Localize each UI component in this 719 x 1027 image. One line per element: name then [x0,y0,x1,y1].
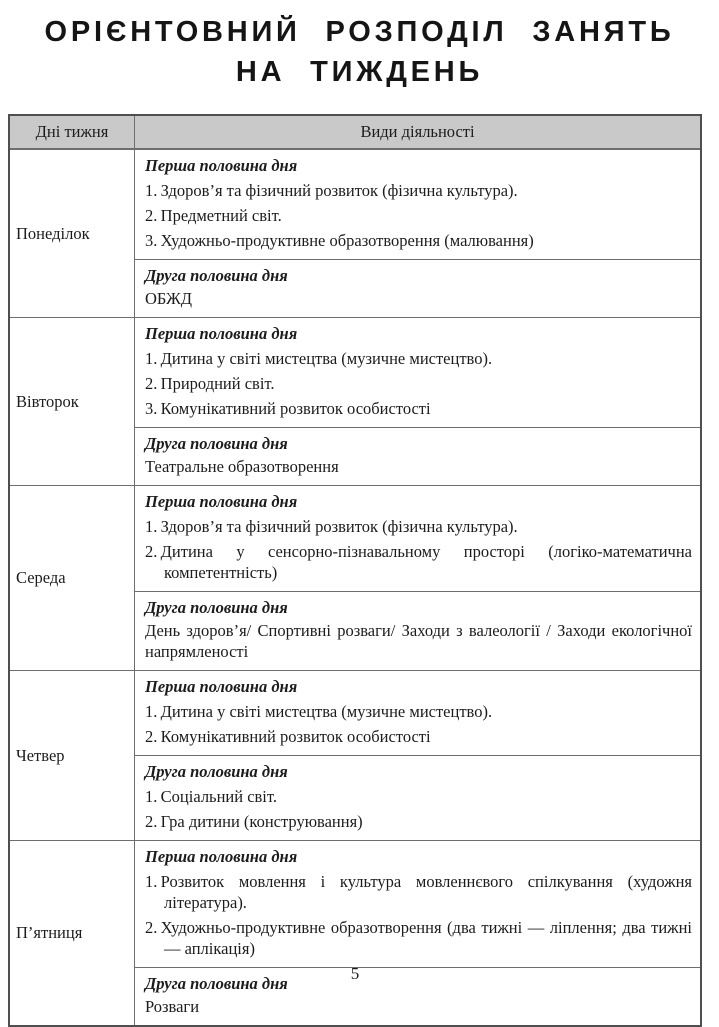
activity-item: 2. Гра дитини (конструювання) [145,812,363,831]
page-number: 5 [350,964,360,983]
activity-item: 2. Природний світ. [145,374,275,393]
activity-item: День здоров’я/ Спортивні розваги/ Заходи з валеології / Заходи екологічної напрямленості [145,621,692,661]
second-half-cell [135,755,700,840]
page-title-line-2: НА ТИЖДЕНЬ [235,56,484,88]
halves [135,150,700,317]
activity-item: 1. Здоров’я та фізичний розвиток (фізична культура). [145,181,518,200]
weekly-schedule-table [8,114,702,1027]
day-cell: Вівторок [10,318,135,485]
activity-item: 1. Здоров’я та фізичний розвиток (фізична культура). [145,517,518,536]
activity-item: Театральне образотворення [145,457,339,476]
half-label: Перша половина дня [145,492,298,511]
table-row [10,317,700,485]
activity-item: 1. Розвиток мовлення і культура мовленнєвого спілкування (художня література). [145,872,692,912]
activity-item: 2. Художньо-продуктивне образотворення (два тижні — ліплення; два тижні — аплікація) [145,918,692,958]
first-half-cell [135,841,700,967]
halves [135,486,700,670]
day-cell: Понеділок [10,150,135,317]
page-title-line-1: ОРІЄНТОВНИЙ РОЗПОДІЛ ЗАНЯТЬ [44,16,675,48]
activity-item: 2. Комунікативний розвиток особистості [145,727,431,746]
column-header-days: Дні тижня [10,116,135,148]
first-half-cell [135,671,700,755]
halves [135,318,700,485]
half-label: Друга половина дня [145,974,288,993]
table-row [10,840,700,1025]
activity-item: 1. Дитина у світі мистецтва (музичне мистецтво). [145,349,493,368]
half-label: Друга половина дня [145,598,288,617]
half-label: Друга половина дня [145,266,288,285]
day-cell: П’ятниця [10,841,135,1025]
half-label: Друга половина дня [145,434,288,453]
half-label: Перша половина дня [145,324,298,343]
first-half-cell [135,318,700,427]
table-row [10,670,700,840]
activity-item: 3. Комунікативний розвиток особистості [145,399,431,418]
half-label: Перша половина дня [145,156,298,175]
activity-item: 1. Дитина у світі мистецтва (музичне мистецтво). [145,702,493,721]
second-half-cell [135,427,700,485]
table-row [10,150,700,317]
activity-item: 2. Предметний світ. [145,206,282,225]
day-cell: Середа [10,486,135,670]
table-row [10,485,700,670]
second-half-cell [135,259,700,317]
half-label: Друга половина дня [145,762,288,781]
table-header-row [10,116,700,150]
activity-item: Розваги [145,997,200,1016]
table-body [10,150,700,1025]
halves [135,841,700,1025]
first-half-cell [135,150,700,259]
activity-item: 2. Дитина у сенсорно-пізнавальному просторі (логіко-математична компетентність) [145,542,692,582]
second-half-cell [135,591,700,670]
activity-item: 3. Художньо-продуктивне образотворення (малювання) [145,231,534,250]
day-cell: Четвер [10,671,135,840]
page-title [0,12,719,92]
activity-item: 1. Соціальний світ. [145,787,277,806]
half-label: Перша половина дня [145,847,298,866]
halves [135,671,700,840]
column-header-activities: Види діяльності [360,122,475,141]
half-label: Перша половина дня [145,677,298,696]
activity-item: ОБЖД [145,289,193,308]
first-half-cell [135,486,700,591]
